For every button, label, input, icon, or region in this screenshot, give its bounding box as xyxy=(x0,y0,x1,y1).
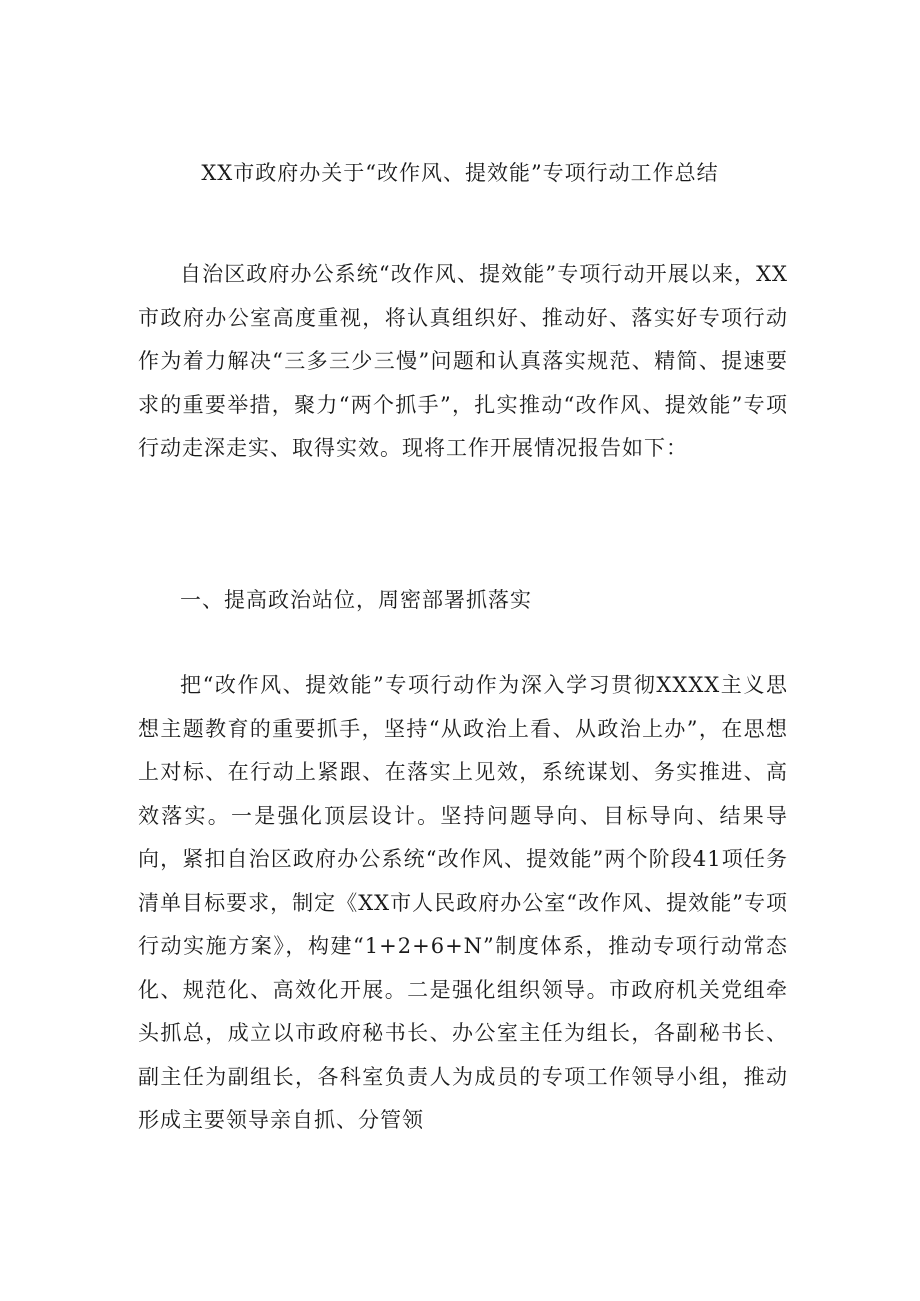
section-heading: 一、提高政治站位，周密部署抓落实 xyxy=(180,588,532,612)
intro-paragraph: 自治区政府办公系统“改作风、提效能”专项行动开展以来，XX市政府办公室高度重视，将认真组织好、推动好、落实好专项行动作为着力解决“三多三少三慢”问题和认真落实规范、精简、提速要求的重要举措，聚力“两个抓手”，扎实推动“改作风、提效能”专项行动走深走实、取得实效。现将工作开展情况报告如下： xyxy=(138,262,788,460)
section-paragraph: 把“改作风、提效能”专项行动作为深入学习贯彻XXXX主义思想主题教育的重要抓手，坚持“从政治上看、从政治上办”，在思想上对标、在行动上紧跟、在落实上见效，系统谋划、务实推进、高效落实。一是强化顶层设计。坚持问题导向、目标导向、结果导向，紧扣自治区政府办公系统“改作风、提效能”两个阶段41项任务清单目标要求，制定《XX市人民政府办公室“改作风、提效能”专项行动实施方案》，构建“1+2+6+N”制度体系，推动专项行动常态化、规范化、高效化开展。二是强化组织领导。市政府机关党组牵头抓总，成立以市政府秘书长、办公室主任为组长，各副秘书长、副主任为副组长，各科室负责人为成员的专项工作领导小组，推动形成主要领导亲自抓、分管领 xyxy=(138,673,788,1132)
document-title: XX市政府办关于“改作风、提效能”专项行动工作总结 xyxy=(201,161,719,185)
